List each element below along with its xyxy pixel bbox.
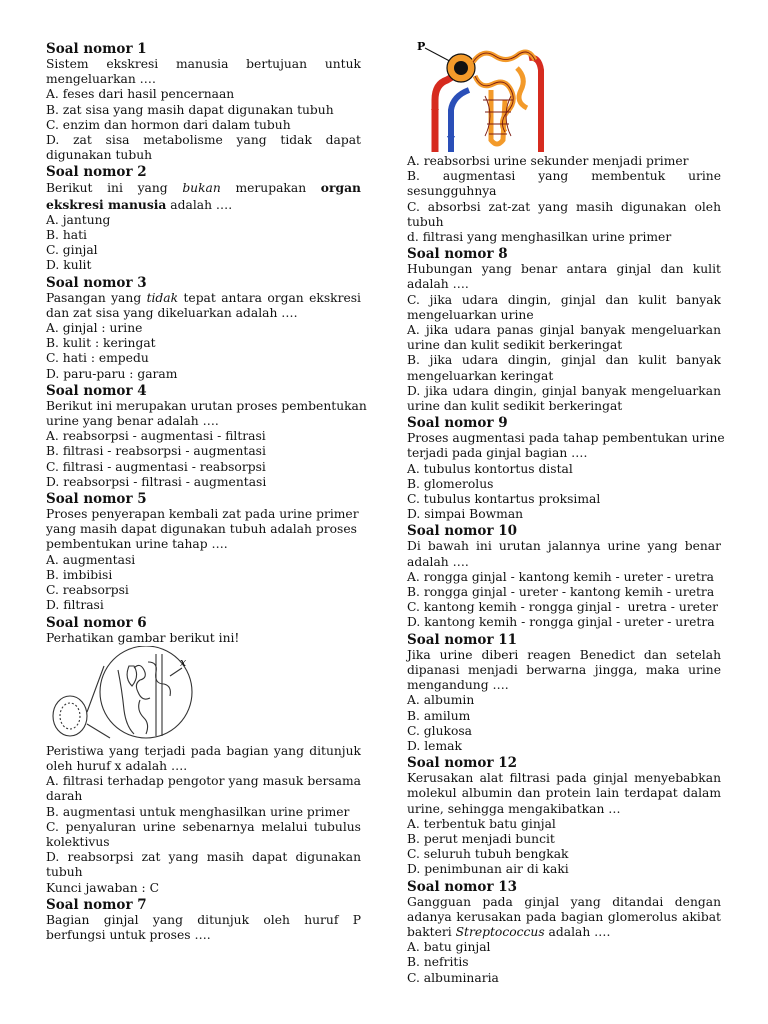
q13-stem-part: bakteri (407, 924, 456, 939)
q4-option-c: C. filtrasi - augmentasi - reabsorpsi (46, 459, 266, 474)
q4-stem-line1: Berikut ini merupakan urutan proses pembentukan (46, 398, 367, 413)
q3-option-a: A. ginjal : urine (46, 321, 143, 336)
q6-option-c-line1: C. penyaluran urine sebenarnya melalui tubulus (46, 819, 361, 834)
q4-option-a: A. reabsorpsi - augmentasi - filtrasi (46, 429, 266, 444)
q7-nephron-figure (413, 40, 563, 152)
q10-option-d: D. kantong kemih - rongga ginjal - ureter - uretra (407, 615, 715, 630)
q1-option-d-line2: digunakan tubuh (46, 148, 153, 163)
q1-option-a: A. feses dari hasil pencernaan (46, 87, 235, 102)
q13-stem-italic: Streptococcus (455, 924, 545, 939)
left-column (46, 40, 367, 943)
q2-stem-part: Berikut ini yang (46, 181, 183, 196)
q3-option-d: D. paru-paru : garam (46, 366, 178, 381)
q12-stem-line1: Kerusakan alat filtrasi pada ginjal menyebabkan (407, 771, 721, 786)
q8-stem-line1: Hubungan yang benar antara ginjal dan kulit (407, 262, 721, 277)
q7-option-c-line2: tubuh (407, 214, 444, 229)
q13-title: Soal nomor 13 (407, 878, 518, 895)
q9-title: Soal nomor 9 (407, 415, 508, 432)
q2-stem-bold: organ (320, 180, 361, 196)
q8-option-c-line2: mengeluarkan urine (407, 307, 534, 322)
q2-stem-part: merupakan (220, 181, 321, 196)
q3-stem-part: Pasangan yang (46, 290, 147, 305)
q2-option-a: A. jantung (46, 212, 111, 227)
q3-stem-italic: tidak (146, 290, 179, 305)
q6-answer-key: Kunci jawaban : C (46, 880, 159, 895)
q7-option-d: d. filtrasi yang menghasilkan urine primer (407, 230, 672, 245)
q6-stem-line2: oleh huruf x adalah …. (46, 758, 188, 773)
q8-option-a-line1: A. jika udara panas ginjal banyak mengeluarkan (407, 323, 721, 338)
q8-option-b-line2: mengeluarkan keringat (407, 368, 554, 383)
vein-icon (451, 90, 469, 152)
q11-option-c: C. glukosa (407, 723, 473, 738)
q13-option-b: B. nefritis (407, 955, 469, 970)
q6-nephron-figure (46, 646, 196, 744)
q3-stem-line2: dan zat sisa yang dikeluarkan adalah …. (46, 305, 298, 320)
q10-option-a: A. rongga ginjal - kantong kemih - ureter - uretra (407, 569, 714, 584)
q6-option-a-line2: darah (46, 789, 83, 804)
q13-stem-line1: Gangguan pada ginjal yang ditandai dengan (407, 894, 721, 909)
q10-option-b: B. rongga ginjal - ureter - kantong kemih - uretra (407, 585, 715, 600)
q6-option-d-line1: D. reabsorpsi zat yang masih dapat digunakan (46, 850, 361, 865)
q8-option-b-line1: B. jika udara dingin, ginjal dan kulit banyak (407, 353, 721, 368)
q13-stem-line2: adanya kerusakan pada bagian glomerolus akibat (407, 909, 721, 924)
q12-option-a: A. terbentuk batu ginjal (407, 816, 556, 831)
q7-title: Soal nomor 7 (46, 896, 147, 913)
q11-stem-line3: mengandung …. (407, 678, 509, 693)
q5-stem-line2: yang masih dapat digunakan tubuh adalah proses (46, 522, 357, 537)
q1-option-c: C. enzim dan hormon dari dalam tubuh (46, 117, 291, 132)
q8-option-c-line1: C. jika udara dingin, ginjal dan kulit banyak (407, 292, 721, 307)
q9-option-c: C. tubulus kontartus proksimal (407, 492, 601, 507)
q8-stem-line2: adalah …. (407, 277, 469, 292)
q10-option-c: C. kantong kemih - rongga ginjal - uretra - ureter (407, 600, 718, 615)
q7-stem-line2: berfungsi untuk proses …. (46, 927, 211, 942)
q5-option-c: C. reabsorpsi (46, 583, 129, 598)
q7-option-b-line2: sesungguhnya (407, 184, 497, 199)
q9-stem-line1: Proses augmentasi pada tahap pembentukan urine (407, 431, 725, 446)
q11-option-d: D. lemak (407, 738, 462, 753)
q2-stem-bold: ekskresi manusia (46, 196, 167, 212)
right-column (407, 40, 725, 986)
q3-title: Soal nomor 3 (46, 274, 147, 291)
q11-stem-line2: dipanasi menjadi berwarna jingga, maka urine (407, 662, 721, 677)
q1-option-b: B. zat sisa yang masih dapat digunakan tubuh (46, 102, 334, 117)
q2-option-b: B. hati (46, 228, 87, 243)
q2-stem-italic: bukan (182, 181, 221, 196)
q3-option-b: B. kulit : keringat (46, 336, 156, 351)
q7-option-a: A. reabsorbsi urine sekunder menjadi primer (407, 154, 689, 168)
q6-option-c-line2: kolektivus (46, 834, 110, 849)
q4-option-d: D. reabsorpsi - filtrasi - augmentasi (46, 474, 267, 489)
q11-stem-line1: Jika urine diberi reagen Benedict dan setelah (407, 647, 721, 662)
q7-stem-line1: Bagian ginjal yang ditunjuk oleh huruf P (46, 912, 361, 927)
q10-stem-line1: Di bawah ini urutan jalannya urine yang benar (407, 539, 721, 554)
q5-title: Soal nomor 5 (46, 491, 147, 508)
q2-option-d: D. kulit (46, 258, 92, 273)
q8-title: Soal nomor 8 (407, 246, 508, 263)
q2-option-c: C. ginjal (46, 243, 98, 258)
q5-stem-line3: pembentukan urine tahap …. (46, 537, 228, 552)
q12-title: Soal nomor 12 (407, 755, 518, 772)
q5-option-b: B. imbibisi (46, 567, 113, 582)
q6-option-a-line1: A. filtrasi terhadap pengotor yang masuk bersama (46, 774, 361, 789)
q13-option-c: C. albuminaria (407, 970, 499, 985)
q6-figure-label-x: x (180, 655, 187, 669)
q1-stem-line2: mengeluarkan …. (46, 72, 156, 87)
q5-stem-line1: Proses penyerapan kembali zat pada urine primer (46, 507, 359, 522)
q6-title: Soal nomor 6 (46, 614, 147, 631)
q6-intro: Perhatikan gambar berikut ini! (46, 630, 240, 645)
q2-stem-line2 (46, 197, 361, 213)
q1-stem-line1: Sistem ekskresi manusia bertujuan untuk (46, 57, 361, 71)
q4-option-b: B. filtrasi - reabsorpsi - augmentasi (46, 444, 266, 459)
q4-stem-line2: urine yang benar adalah …. (46, 414, 219, 429)
q8-option-d-line1: D. jika udara dingin, ginjal banyak mengeluarkan (407, 383, 721, 398)
q1-option-d-line1: D. zat sisa metabolisme yang tidak dapat (46, 133, 361, 148)
q1-title: Soal nomor 1 (46, 41, 147, 57)
q2-stem-line1 (46, 180, 361, 196)
q2-stem-part: adalah …. (166, 197, 233, 212)
q11-option-b: B. amilum (407, 708, 471, 723)
q2-title: Soal nomor 2 (46, 164, 147, 181)
q8-option-d-line2: urine dan kulit sedikit berkeringat (407, 399, 623, 414)
q12-option-c: C. seluruh tubuh bengkak (407, 847, 569, 862)
q13-option-a: A. batu ginjal (407, 940, 491, 955)
q6-stem-line1: Peristiwa yang terjadi pada bagian yang ditunjuk (46, 743, 361, 758)
q13-stem-part: adalah …. (544, 924, 611, 939)
q12-option-b: B. perut menjadi buncit (407, 831, 555, 846)
q13-stem-line3 (407, 925, 721, 940)
q9-option-d: D. simpai Bowman (407, 507, 524, 522)
q10-title: Soal nomor 10 (407, 523, 518, 540)
magnified-circle-icon (100, 646, 192, 738)
q5-option-a: A. augmentasi (46, 552, 136, 567)
q9-stem-line2: terjadi pada ginjal bagian …. (407, 446, 588, 461)
q7-option-b-line1: B. augmentasi yang membentuk urine (407, 169, 721, 184)
q12-stem-line2: molekul albumin dan protein lain terdapat dalam (407, 786, 721, 801)
q3-option-c: C. hati : empedu (46, 351, 149, 366)
q3-stem-part: tepat antara organ ekskresi (178, 290, 361, 305)
q10-stem-line2: adalah …. (407, 554, 469, 569)
q7-option-c-line1: C. absorbsi zat-zat yang masih digunakan oleh (407, 199, 721, 214)
q6-option-b: B. augmentasi untuk menghasilkan urine primer (46, 804, 350, 819)
q12-stem-line3: urine, sehingga mengakibatkan … (407, 801, 621, 816)
q5-option-d: D. filtrasi (46, 598, 104, 613)
q6-option-d-line2: tubuh (46, 865, 83, 880)
q4-title: Soal nomor 4 (46, 382, 147, 399)
q9-option-a: A. tubulus kontortus distal (407, 461, 573, 476)
q12-option-d: D. penimbunan air di kaki (407, 862, 569, 877)
q9-option-b: B. glomerolus (407, 476, 494, 491)
kidney-shape-icon (53, 696, 87, 736)
q11-title: Soal nomor 11 (407, 631, 518, 648)
q8-option-a-line2: urine dan kulit sedikit berkeringat (407, 338, 623, 353)
q7-figure-label-p: P (417, 40, 426, 53)
q11-option-a: A. albumin (407, 693, 475, 708)
q3-stem-line1 (46, 291, 361, 306)
